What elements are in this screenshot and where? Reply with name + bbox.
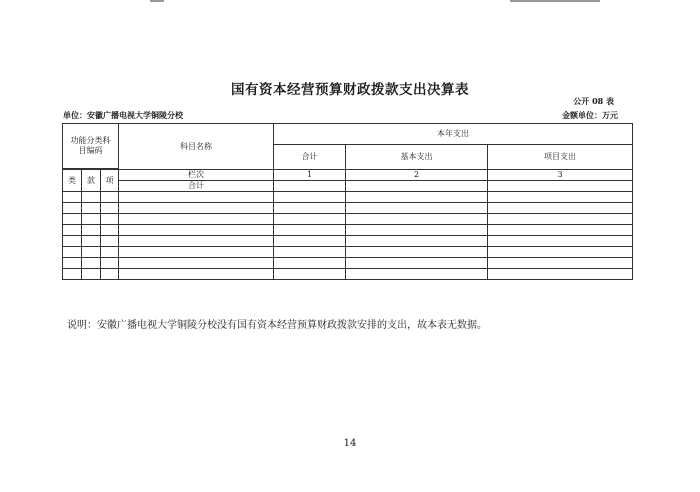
column-number-1: 1 (274, 170, 346, 181)
column-index-label: 栏次 (119, 170, 274, 181)
table-row (63, 192, 633, 203)
explanatory-note: 说明：安徽广播电视大学铜陵分校没有国有资本经营预算财政拨款安排的支出，故本表无数据。 (67, 320, 487, 331)
table-cell (82, 192, 101, 203)
table-cell (82, 225, 101, 236)
table-cell (63, 203, 82, 214)
basic-expenditure-header: 基本支出 (346, 145, 488, 170)
table-row (63, 247, 633, 258)
table-cell (119, 236, 274, 247)
table-cell (63, 258, 82, 269)
top-edge-mark-left (150, 0, 164, 2)
table-cell (63, 214, 82, 225)
project-expenditure-header: 项目支出 (488, 145, 633, 170)
table-cell (101, 236, 119, 247)
table-cell (346, 269, 488, 280)
table-cell (346, 203, 488, 214)
table-cell (346, 225, 488, 236)
total-header: 合计 (274, 145, 346, 170)
table-cell (346, 236, 488, 247)
table-cell (119, 192, 274, 203)
kuan-header: 款 (82, 170, 101, 192)
table-title: 国有资本经营预算财政拨款支出决算表 (231, 82, 469, 98)
table-cell (82, 214, 101, 225)
table-cell (274, 269, 346, 280)
top-edge-mark-right (510, 0, 600, 2)
table-cell (488, 225, 633, 236)
table-cell (488, 258, 633, 269)
sum-basic-cell (346, 181, 488, 192)
func-class-header: 功能分类科目编码 (63, 124, 119, 169)
table-cell (63, 236, 82, 247)
expenditure-table (62, 123, 633, 280)
table-cell (488, 203, 633, 214)
column-index-row (63, 170, 633, 181)
table-row (63, 203, 633, 214)
table-cell (82, 236, 101, 247)
header-row-1 (63, 124, 633, 145)
table-cell (101, 269, 119, 280)
table-cell (63, 269, 82, 280)
table-cell (101, 192, 119, 203)
table-row (63, 225, 633, 236)
sum-row (63, 181, 633, 192)
table-cell (82, 269, 101, 280)
table-cell (274, 236, 346, 247)
table-cell (488, 269, 633, 280)
sum-project-cell (488, 181, 633, 192)
xiang-header: 项 (101, 170, 119, 192)
table-row (63, 236, 633, 247)
table-cell (119, 203, 274, 214)
table-cell (82, 258, 101, 269)
table-cell (119, 247, 274, 258)
page-number: 14 (343, 438, 357, 449)
sum-row-label: 合计 (119, 181, 274, 192)
table-cell (346, 247, 488, 258)
sum-total-cell (274, 181, 346, 192)
table-cell (274, 225, 346, 236)
current-year-header: 本年支出 (274, 124, 633, 145)
table-cell (101, 225, 119, 236)
table-cell (488, 192, 633, 203)
table-row (63, 258, 633, 269)
table-cell (63, 192, 82, 203)
table-cell (346, 258, 488, 269)
table-cell (488, 247, 633, 258)
table-row (63, 269, 633, 280)
table-cell (101, 258, 119, 269)
amount-unit: 金额单位：万元 (562, 110, 618, 120)
table-cell (101, 214, 119, 225)
table-cell (119, 214, 274, 225)
table-cell (346, 214, 488, 225)
table-cell (488, 236, 633, 247)
subject-name-header: 科目名称 (119, 124, 274, 170)
table-cell (101, 247, 119, 258)
table-cell (346, 192, 488, 203)
table-cell (488, 214, 633, 225)
table-cell (63, 225, 82, 236)
table-cell (274, 214, 346, 225)
table-cell (82, 247, 101, 258)
table-cell (119, 225, 274, 236)
lei-header: 类 (63, 170, 82, 192)
table-cell (119, 269, 274, 280)
table-cell (274, 192, 346, 203)
table-row (63, 214, 633, 225)
table-cell (119, 258, 274, 269)
column-number-2: 2 (346, 170, 488, 181)
column-number-3: 3 (488, 170, 633, 181)
form-code: 公开 08 表 (573, 96, 614, 106)
table-cell (101, 203, 119, 214)
table-cell (274, 258, 346, 269)
table-cell (63, 247, 82, 258)
table-cell (82, 203, 101, 214)
table-cell (274, 247, 346, 258)
table-cell (274, 203, 346, 214)
unit-label: 单位：安徽广播电视大学铜陵分校 (63, 110, 183, 120)
